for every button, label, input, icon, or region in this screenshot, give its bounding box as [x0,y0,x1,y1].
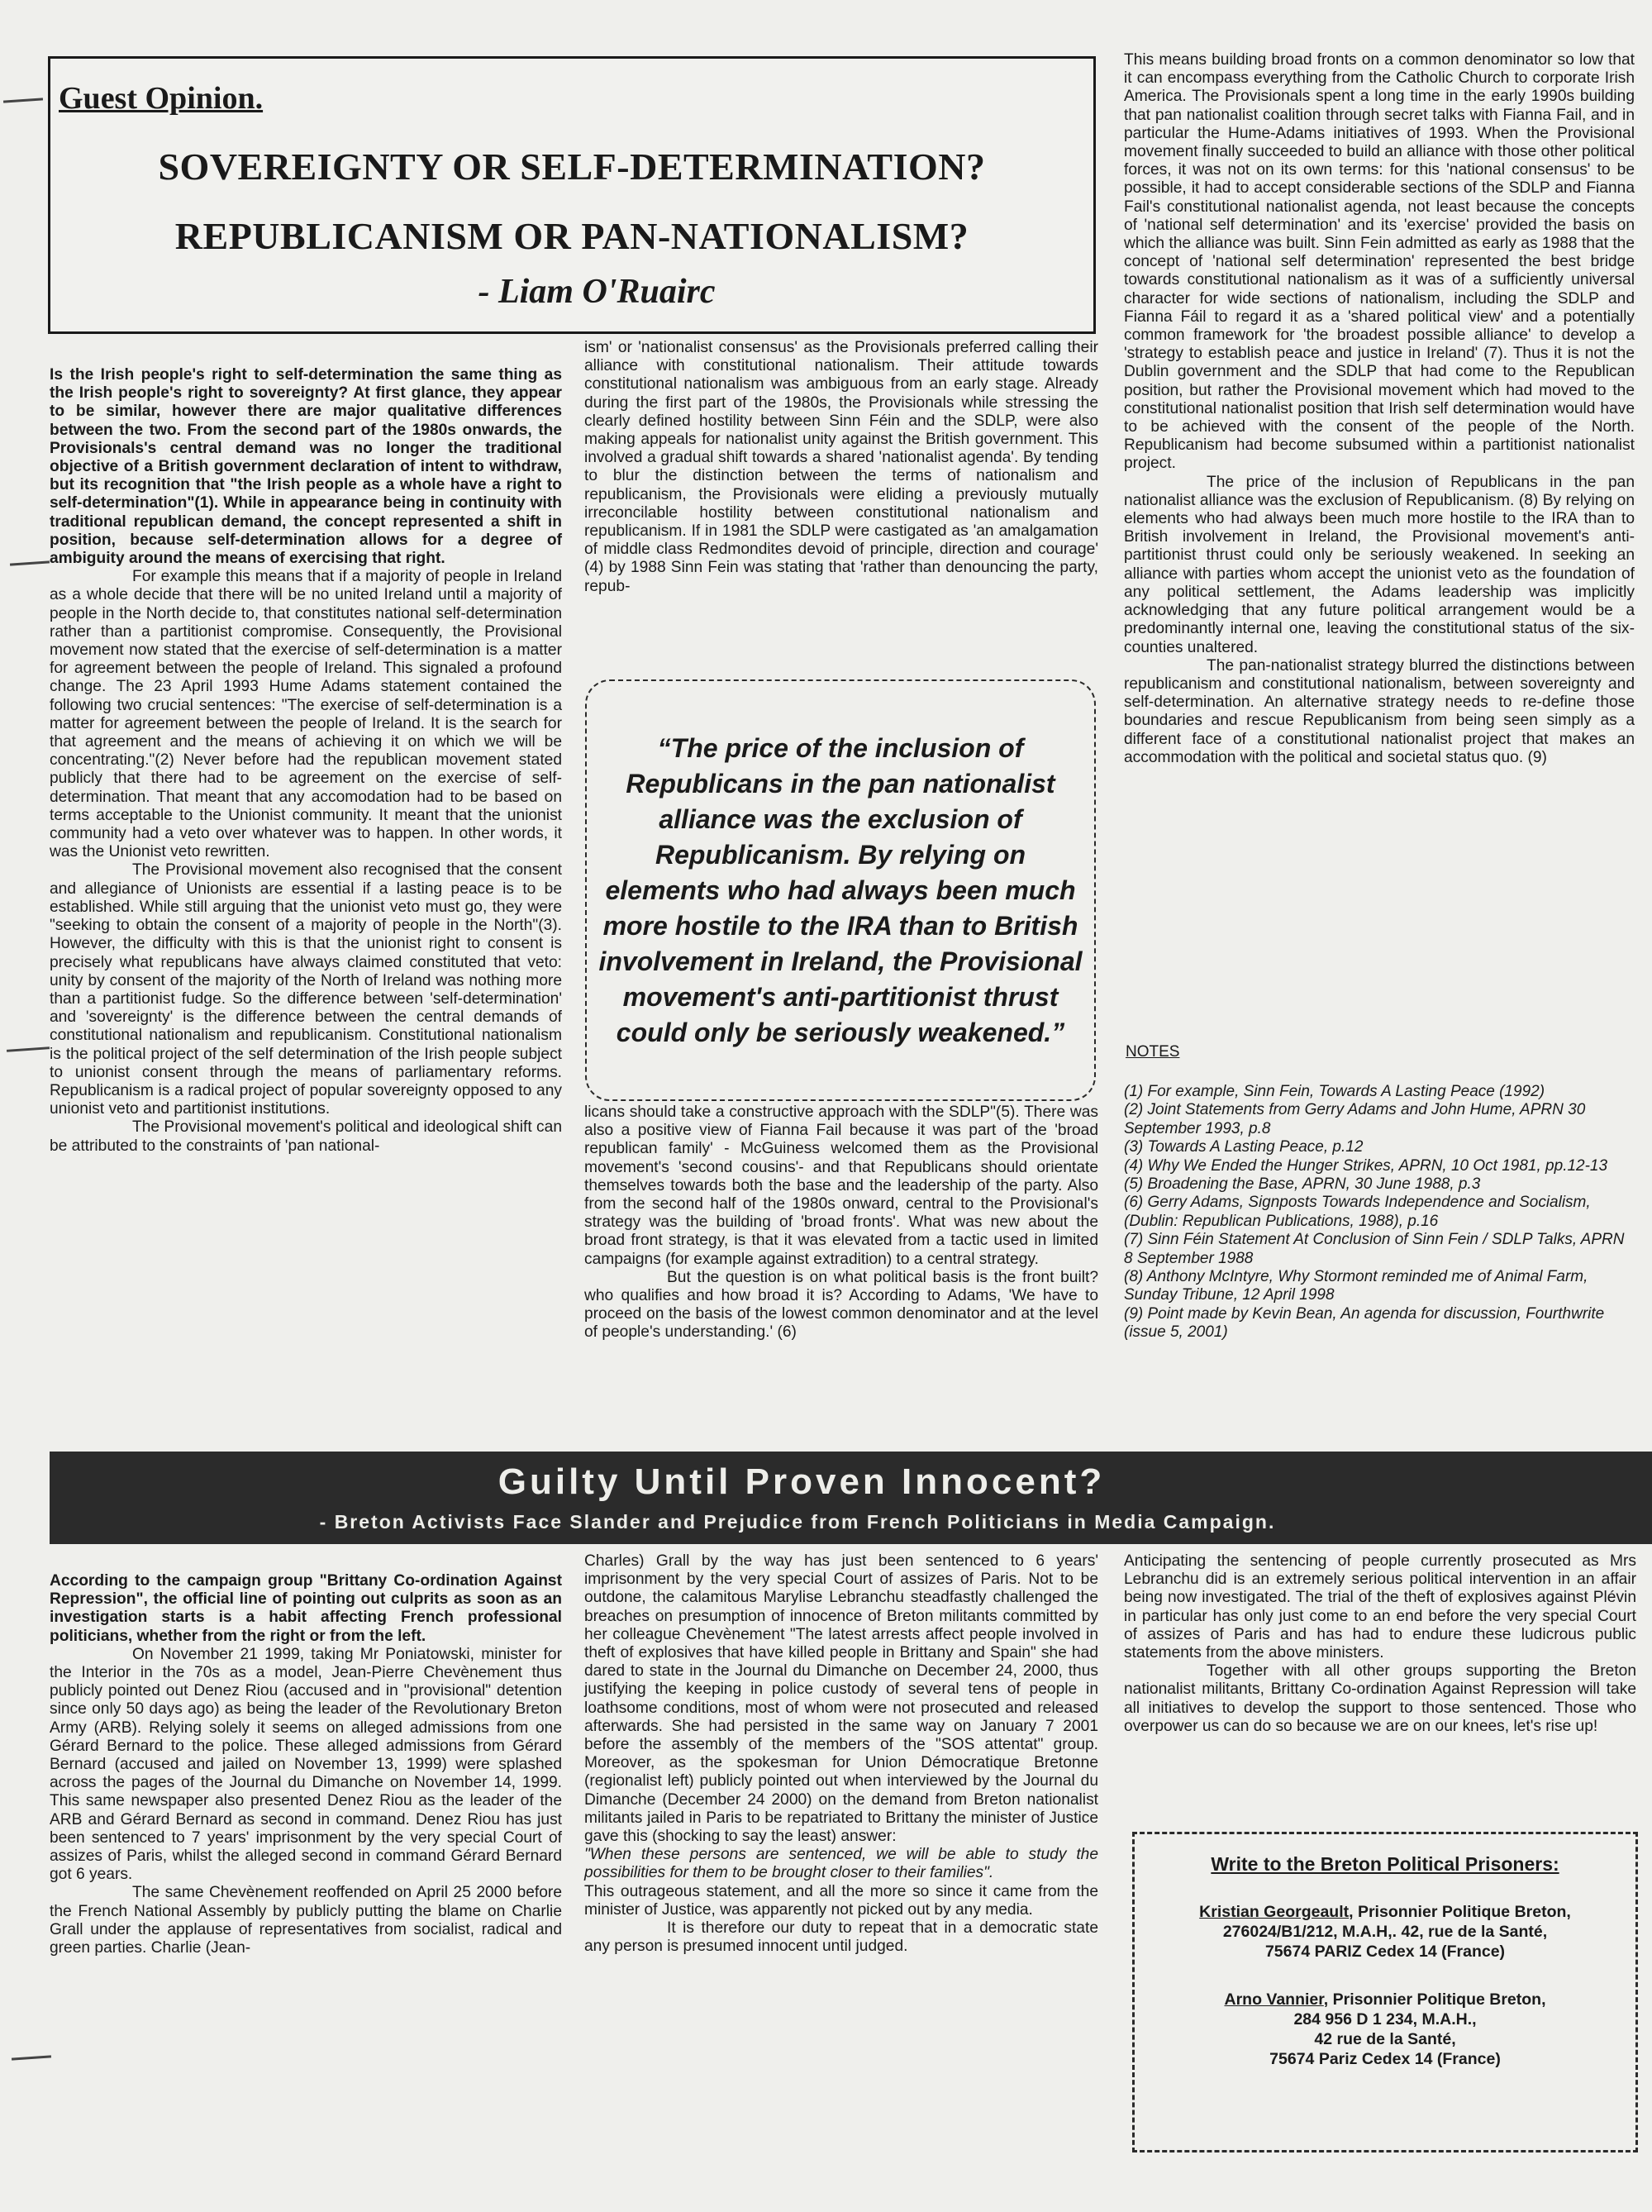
article1-column-3 [1124,51,1635,767]
paragraph: Anticipating the sentencing of people currently prosecuted as Mrs Lebranchu did is an extremely serious political intervention in an affair being now investigated. The trial of the theft of explosives against Plévin in particular has only just come to an end before the very special Court of assizes of Paris and has had to endure these ludicrous public statements from the above ministers. [1124,1552,1636,1662]
pencil-mark [10,560,50,565]
byline: - Liam O'Ruairc [478,273,716,311]
paragraph: But the question is on what political basis is the front built? who qualifies and how broad it is? According to Adams, 'We have to proceed on the basis of the lowest common denominator and at the level of people's understanding.' (6) [584,1268,1098,1342]
note-item: (2) Joint Statements from Gerry Adams and John Hume, APRN 30 September 1993, p.8 [1124,1101,1586,1137]
prisoners-address-box [1132,1832,1638,2152]
article2-subtitle: - Breton Activists Face Slander and Prejudice from French Politicians in Media Campaign. [319,1511,1276,1533]
notes-heading: NOTES [1126,1043,1180,1061]
prisoner-status: , Prisonnier Politique Breton, [1323,1990,1546,2009]
paragraph: The pan-nationalist strategy blurred the distinctions between republicanism and constitutional nationalism, between sovereignty and self-determination. An alternative strategy needs to re-define those boundaries and rescue Republicanism from being seen simply as a different face of a constitutional nationalist project that makes an accommodation with the political and societal status quo. (9) [1124,656,1635,766]
paragraph: It is therefore our duty to repeat that in a democratic state any person is presumed innocent until judged. [584,1919,1098,1956]
headline-line-1: SOVEREIGNTY OR SELF-DETERMINATION? [158,145,986,188]
lead-paragraph: Is the Irish people's right to self-determination the same thing as the Irish people's right to sovereignty? At first glance, they appear to be similar, however there are major qualitative differences between the two. From the second part of the 1980s onwards, the Provisionals's central demand was no longer the traditional objective of a British government declaration of intent to withdraw, but its recognition that "the Irish people as a whole have a right to self-determination"(1). While in appearance being in continuity with traditional republican demand, the concept represented a shift in position, because self-determination allows for a degree of ambiguity around the means of exercising that right. [50,366,562,568]
paragraph: Together with all other groups supporting the Breton nationalist militants, Brittany Co-ordination Against Repression will take all initiatives to develop the support to those sentenced. Those who overpower us can do so because we are on our knees, let's rise up! [1124,1662,1636,1735]
prisoner-status: , Prisonnier Politique Breton, [1349,1903,1571,1921]
note-item: (8) Anthony McIntyre, Why Stormont reminded me of Animal Farm, Sunday Tribune, 12 April 1998 [1124,1268,1588,1304]
address-line: 75674 Pariz Cedex 14 (France) [1269,2050,1501,2068]
pull-quote: “The price of the inclusion of Republicans in the pan nationalist alliance was the exclusion of Republicanism. By relying on elements who had always been much more hostile to the IRA than to British involvement in Ireland, the Provisional movement's anti-partitionist thrust could only be seriously weakened.” [598,732,1083,1047]
paragraph: For example this means that if a majority of people in Ireland as a whole decide that there will be no united Ireland until a majority of people in the North decide to, that constitutes national self-determination rather than a partitionist compromise. Consequently, the Provisional movement now stated that the exercise of self-determination is a matter for agreement between the people of Ireland. This signaled a profound change. The 23 April 1993 Hume Adams statement contained the following two crucial sentences: "The exercise of self-determination is a matter for agreement between the people of Ireland. It is the search for that agreement and the means of achieving it on which we will be concentrating."(2) Never before had the republican movement stated publicly that there had to be agreement on the exercise of self-determination. That meant that any accomodation had to be based on terms acceptable to the Unionist community. It meant that the unionist community had a veto over whatever was to happen. In other words, it was the Unionist veto rewritten. [50,568,562,861]
address-line: 42 rue de la Santé, [1314,2030,1456,2048]
pencil-mark [7,1046,50,1052]
paragraph: The same Chevènement reoffended on April 25 2000 before the French National Assembly by publicly putting the blame on Charlie Grall under the applause of representatives from socialist, radical and green parties. Charlie (Jean- [50,1884,562,1957]
prisoner-name: Arno Vannier [1224,1990,1324,2009]
article2-column-1 [50,1572,562,1957]
address-line: 75674 PARIZ Cedex 14 (France) [1264,1943,1506,1961]
note-item: (1) For example, Sinn Fein, Towards A Lasting Peace (1992) [1124,1083,1545,1100]
paragraph: The price of the inclusion of Republicans in the pan nationalist alliance was the exclusion of Republicanism. (8) By relying on elements who had always been much more hostile to the IRA than to British involvement in Ireland, the Provisional movement's anti-partitionist thrust could only be seriously weakened. In seeking an alliance with parties whom accept the unionist veto as the foundation of any political settlement, the Adams leadership was implicitly acknowledging that any future political arrangement would be a predominantly internal one, leaving the constitutional status of the six-counties unaltered. [1124,473,1635,656]
note-item: (9) Point made by Kevin Bean, An agenda for discussion, Fourthwrite (issue 5, 2001) [1124,1304,1605,1342]
paragraph: This means building broad fronts on a common denominator so low that it can encompass everything from the Catholic Church to corporate Irish America. The Provisionals spent a long time in the early 1990s building that pan nationalist coalition through secret talks with Fianna Fail, and in particular the Hume-Adams initiatives of 1993. When the Provisional movement finally succeeded to build an alliance with those other political forces, it was not on its own terms: for this 'national consensus' to be possible, it had to accept considerable sections of the SDLP and Fianna Fail's constitutional nationalist agenda, not least because the concepts of 'national self determination' and its 'exercise' provided the basis on which the alliance was built. Sinn Fein admitted as early as 1988 that the concept of 'national self determination' represented the best bridge towards constitutional nationalism as it was of a sufficiently universal character for wide sections of nationalism, including the SDLP and Fianna Fáil to regard it as a 'shared political view' and a potentially common framework for 'the broadest possible alliance' to develop a 'strategy to establish peace and justice in Ireland' (7). Thus it is not the Dublin government and the SDLP that had come to the Republican position, but rather the Provisional movement which had moved to the constitutional nationalist position that Irish self determination would have to be achieved with the consent of the people of the North. Republicanism had become subsumed within a partitionist nationalist project. [1124,51,1635,473]
quote-paragraph: "When these persons are sentenced, we will be able to study the possibilities for them to be brought closer to their families". [584,1846,1098,1882]
address-line: 276024/B1/212, M.A.H,. 42, rue de la Santé, [1222,1923,1548,1941]
article1-column-1 [50,366,562,1156]
pencil-mark [12,2055,51,2060]
article1-column-2-top [584,339,1098,596]
paragraph: This outrageous statement, and all the more so since it came from the minister of Justice, was apparently not picked out by any media. [584,1882,1098,1919]
article2-column-3 [1124,1552,1636,1736]
note-item: (5) Broadening the Base, APRN, 30 June 1988, p.3 [1124,1175,1481,1194]
article2-title: Guilty Until Proven Innocent? [498,1461,1106,1502]
prisoner-address-2 [1135,1990,1635,2069]
pull-quote-box [585,679,1096,1101]
notes-list [1124,1083,1635,1342]
prisoner-address-1 [1135,1902,1635,1962]
article-header [48,56,1096,334]
address-line: 284 956 D 1 234, M.A.H., [1293,2010,1477,2028]
article2-column-2 [584,1552,1098,1956]
headline-line-2: REPUBLICANISM OR PAN-NATIONALISM? [174,215,969,257]
note-item: (6) Gerry Adams, Signposts Towards Independence and Socialism, (Dublin: Republican Publications, 1988), p.16 [1124,1194,1591,1230]
note-item: (7) Sinn Féin Statement At Conclusion of Sinn Fein / SDLP Talks, APRN 8 September 1988 [1124,1231,1625,1267]
paragraph: On November 21 1999, taking Mr Poniatowski, minister for the Interior in the 70s as a model, Jean-Pierre Chevènement thus publicly pointed out Denez Riou (accused and in "provisional" detention since only 50 days ago) as being the leader of the Revolutionary Breton Army (ARB). Relying solely it seems on alleged admissions from one Gérard Bernard to the police. These alleged admissions from Gérard Bernard (accused and jailed on November 13, 1999) were splashed across the pages of the Journal du Dimanche on November 14, 1999. This same newspaper also presented Denez Riou as the leader of the ARB and Gérard Bernard as second in command. Denez Riou has just been sentenced to 7 years' imprisonment by the very special Court of assizes of Paris, whilst the alleged second in command Gérard Bernard got 6 years. [50,1645,562,1884]
paragraph: licans should take a constructive approach with the SDLP"(5). There was also a positive view of Fianna Fail because it was part of the 'broad republican family' - McGuiness welcomed them as the Provisional movement's 'second cousins'- and that Republicans should orientate themselves towards both the base and the leadership of the party. Also from the second half of the 1980s onward, central to the Provisional's strategy was the building of 'broad fronts'. What was new about the broad front strategy, is that it was elevated from a tactic used in limited campaigns (for example against extradition) to a central strategy. [584,1104,1098,1268]
paragraph: The Provisional movement's political and ideological shift can be attributed to the constraints of 'pan national- [50,1118,562,1155]
article2-banner [50,1452,1652,1544]
pencil-mark [3,98,43,102]
lead-paragraph: According to the campaign group "Brittany Co-ordination Against Repression", the official line of pointing out culprits as soon as an investigation starts is a habit affecting French professional politicians, whether from the right or from the left. [50,1572,562,1645]
note-item: (4) Why We Ended the Hunger Strikes, APRN, 10 Oct 1981, pp.12-13 [1124,1156,1608,1175]
paragraph: Charles) Grall by the way has just been sentenced to 6 years' imprisonment by the very special Court of assizes of Paris. Not to be outdone, the calamitous Marylise Lebranchu steadfastly challenged the breaches on presumption of innocence of Breton militants committed by her colleague Chevènement "The latest arrests affect people involved in theft of explosives that have killed people in Brittany and Spain" she had dared to state in the Journal du Dimanche on December 24, 2000, thus justifying the keeping in police custody of several tens of people in loathsome conditions, most of whom were not prosecuted and released afterwards. She had persisted in the same way on January 7 2001 before the assembly of the members of the "SOS attentat" group. Moreover, as the spokesman for Union Démocratique Bretonne (regionalist left) publicly pointed out when interviewed by the Journal du Dimanche (December 24 2000) on the demand from Breton nationalist militants jailed in Paris to be repatriated to Brittany the minister of Justice gave this (shocking to say the least) answer: [584,1552,1098,1846]
prisoner-name: Kristian Georgeault [1199,1903,1350,1921]
article1-column-2-bottom [584,1104,1098,1342]
section-label: Guest Opinion. [59,81,264,116]
prisoners-title: Write to the Breton Political Prisoners: [1211,1853,1559,1875]
paragraph: ism' or 'nationalist consensus' as the Provisionals preferred calling their alliance with constitutional nationalism. Their attitude towards constitutional nationalism was ambiguous from an early stage. Already during the first part of the 1980s, the Provisionals while stressing the clearly defined hostility between Sinn Féin and the SDLP, were also making appeals for nationalist unity against the British government. This involved a gradual shift towards a shared 'nationalist agenda'. By tending to blur the distinction between the terms of nationalism and republicanism, the Provisionals were eliding a previously mutually irreconcilable hostility between constitutional nationalism and republicanism. If in 1981 the SDLP were castigated as 'an amalgamation of middle class Redmondites devoid of principle, direction and courage' (4) by 1988 Sinn Fein was stating that 'rather than denouncing the party, repub- [584,339,1098,595]
note-item: (3) Towards A Lasting Peace, p.12 [1124,1138,1364,1156]
paragraph: The Provisional movement also recognised that the consent and allegiance of Unionists are essential if a lasting peace is to be established. While still arguing that the unionist veto must go, they were "seeking to obtain the consent of a majority of people in the North"(3). However, the difficulty with this is that the unionist right to consent is precisely what republicans have always claimed constituted that veto: unity by consent of the majority of the North of Ireland was nothing more than a partitionist fudge. So the difference between 'self-determination' and 'sovereignty' is the difference between the central demands of constitutional nationalism and republicanism. Constitutional nationalism is the political project of the self determination of the Irish people subject to unionist consent through the means of parliamentary reforms. Republicanism is a radical project of popular sovereignty opposed to any unionist veto and partitionist institutions. [50,861,562,1118]
